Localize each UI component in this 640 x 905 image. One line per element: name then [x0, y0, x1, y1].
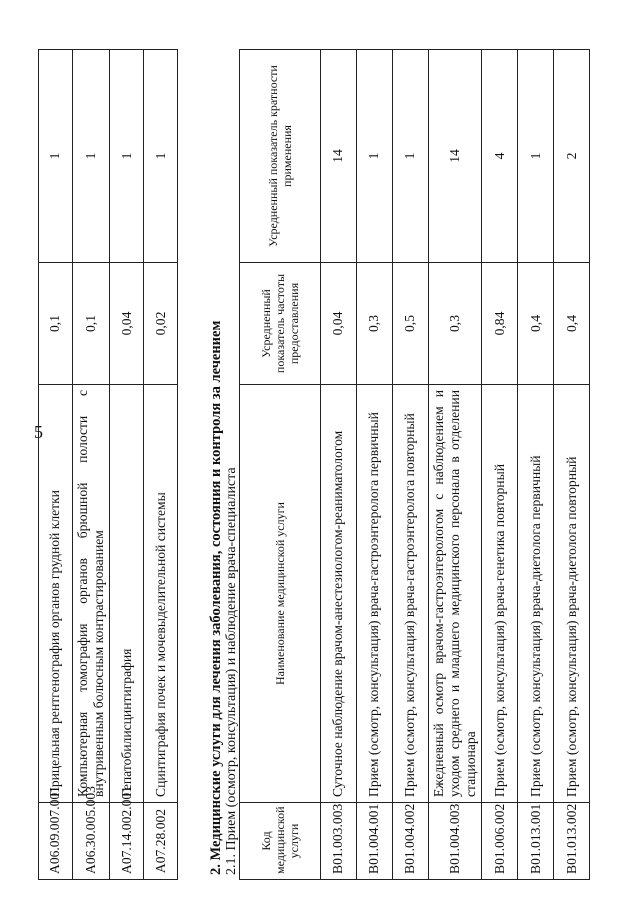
header-frequency: Усредненный показатель частоты предоставления	[240, 263, 321, 385]
table-row	[429, 50, 482, 880]
section-title: 2. Медицинские услуги для лечения заболевания, состояния и контроля за лечением	[208, 320, 224, 875]
table-row	[144, 50, 178, 880]
service-name: Прием (осмотр, консультация) врача-диетолога первичный	[518, 385, 554, 803]
service-name: Прием (осмотр, консультация) врача-генетика повторный	[482, 385, 518, 803]
service-code: B01.006.002	[482, 803, 518, 880]
page-number: 5	[34, 422, 43, 442]
table-row	[39, 50, 73, 880]
table-row	[393, 50, 429, 880]
table-row	[73, 50, 110, 880]
services-table-continued	[38, 49, 178, 880]
service-code: B01.004.003	[429, 803, 482, 880]
multiplicity-value: 1	[357, 50, 393, 263]
specialist-services-table	[239, 49, 590, 880]
service-name: Гепатобилисцинтиграфия	[110, 385, 144, 803]
table-row	[482, 50, 518, 880]
header-name: Наименование медицинской услуги	[240, 385, 321, 803]
service-name: Компьютерная томография органов брюшной полости с внутривенным болюсным контрастированием	[73, 385, 110, 803]
multiplicity-value: 1	[39, 50, 73, 263]
frequency-value: 0,84	[482, 263, 518, 385]
table-row	[321, 50, 357, 880]
service-code: A06.09.007.001	[39, 803, 73, 880]
multiplicity-value: 4	[482, 50, 518, 263]
service-code: B01.013.001	[518, 803, 554, 880]
frequency-value: 0,3	[429, 263, 482, 385]
service-code: B01.004.002	[393, 803, 429, 880]
frequency-value: 0,02	[144, 263, 178, 385]
frequency-value: 0,4	[518, 263, 554, 385]
service-code: B01.004.001	[357, 803, 393, 880]
multiplicity-value: 1	[393, 50, 429, 263]
frequency-value: 0,04	[110, 263, 144, 385]
multiplicity-value: 14	[429, 50, 482, 263]
frequency-value: 0,3	[357, 263, 393, 385]
header-code: Код медицинской услуги	[240, 803, 321, 880]
subsection-title: 2.1. Прием (осмотр, консультация) и наблюдение врача-специалиста	[224, 467, 239, 875]
table-row	[357, 50, 393, 880]
multiplicity-value: 2	[554, 50, 590, 263]
service-code: B01.003.003	[321, 803, 357, 880]
table-row	[110, 50, 144, 880]
rotated-page-content	[12, 48, 640, 880]
service-code: B01.013.002	[554, 803, 590, 880]
multiplicity-value: 14	[321, 50, 357, 263]
service-name: Сцинтиграфия почек и мочевыделительной системы	[144, 385, 178, 803]
multiplicity-value: 1	[518, 50, 554, 263]
frequency-value: 0,04	[321, 263, 357, 385]
service-name: Ежедневный осмотр врачом-гастроэнтерологом с наблюдением и уходом среднего и младшего медицинского персонала в отделении стационара	[429, 385, 482, 803]
frequency-value: 0,1	[73, 263, 110, 385]
frequency-value: 0,1	[39, 263, 73, 385]
frequency-value: 0,5	[393, 263, 429, 385]
multiplicity-value: 1	[144, 50, 178, 263]
frequency-value: 0,4	[554, 263, 590, 385]
service-name: Прием (осмотр, консультация) врача-гастроэнтеролога повторный	[393, 385, 429, 803]
table-row	[554, 50, 590, 880]
service-name: Прицельная рентгенография органов грудной клетки	[39, 385, 73, 803]
service-code: A07.28.002	[144, 803, 178, 880]
service-code: A07.14.002.001	[110, 803, 144, 880]
multiplicity-value: 1	[73, 50, 110, 263]
table-row	[518, 50, 554, 880]
multiplicity-value: 1	[110, 50, 144, 263]
table-header-row	[240, 50, 321, 880]
header-multiplicity: Усредненный показатель кратности применения	[240, 50, 321, 263]
service-name: Прием (осмотр, консультация) врача-диетолога повторный	[554, 385, 590, 803]
service-name: Прием (осмотр, консультация) врача-гастроэнтеролога первичный	[357, 385, 393, 803]
service-code: A06.30.005.003	[73, 803, 110, 880]
service-name: Суточное наблюдение врачом-анестезиологом-реаниматологом	[321, 385, 357, 803]
